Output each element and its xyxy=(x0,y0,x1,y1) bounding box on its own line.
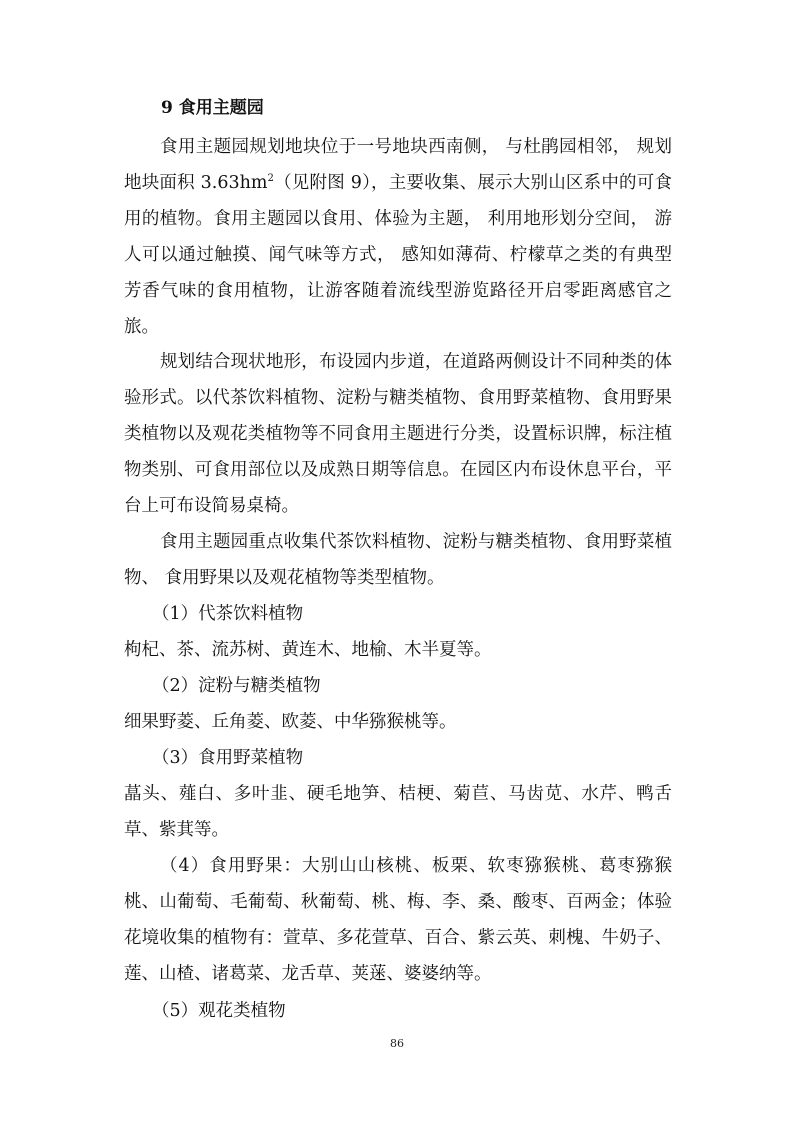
paragraph-intro xyxy=(124,129,672,345)
item-2-title: （2）淀粉与糖类植物 xyxy=(152,676,321,696)
item-3-title: （3）食用野菜植物 xyxy=(152,748,304,768)
item-2-text: 细果野菱、丘角菱、欧菱、中华猕猴桃等。 xyxy=(124,712,457,732)
item-5-title: （5）观花类植物 xyxy=(152,1001,286,1021)
page-number: 86 xyxy=(390,1037,404,1050)
area-unit-superscript: 2 xyxy=(267,173,274,185)
item-1-text: 枸杞、茶、流苏树、黄连木、地榆、木半夏等。 xyxy=(124,640,492,660)
paragraph-layout: 规划结合现状地形，布设园内步道，在道路两侧设计不同种类的体验形式。以代茶饮料植物、淀粉与糖类植物、食用野菜植物、食用野果类植物以及观花类植物等不同食用主题进行分类，设置标识牌，标注植物类别、可食用部位以及成熟日期等信息。在园区内布设休息平台，平台上可布设简易桌椅。 xyxy=(124,352,672,516)
section-heading: 9 食用主题园 xyxy=(161,98,264,118)
item-4-text: （4）食用野果：大别山山核桃、板栗、软枣猕猴桃、葛枣猕猴桃、山葡萄、毛葡萄、秋葡萄、桃、梅、李、桑、酸枣、百两金；体验花境收集的植物有：萱草、多花萱草、百合、紫云英、刺槐、牛奶子、莲、山楂、诸葛菜、龙舌草、荚蒾、婆婆纳等。 xyxy=(124,856,672,984)
paragraph-intro-part2: （见附图 9），主要收集、展示大别山区系中的可食用的植物。食用主题园以食用、体验为主题， 利用地形划分空间， 游人可以通过触摸、闻气味等方式， 感知如薄荷、柠檬草之类的有典型芳香气味的食用植物，让游客随着流线型游览路径开启零距离感官之旅。 xyxy=(124,173,672,337)
paragraph-collection: 食用主题园重点收集代茶饮料植物、淀粉与糖类植物、食用野菜植物、 食用野果以及观花植物等类型植物。 xyxy=(124,532,672,588)
item-1-title: （1）代茶饮料植物 xyxy=(152,604,304,624)
item-3-text: 蕌头、薤白、多叶韭、硬毛地笋、桔梗、菊苣、马齿苋、水芹、鸭舌草、紫萁等。 xyxy=(124,784,672,840)
paragraph-intro-part1: 食用主题园规划地块位于一号地块西南侧， 与杜鹃园相邻， 规划地块面积 3.63hm xyxy=(124,137,672,193)
